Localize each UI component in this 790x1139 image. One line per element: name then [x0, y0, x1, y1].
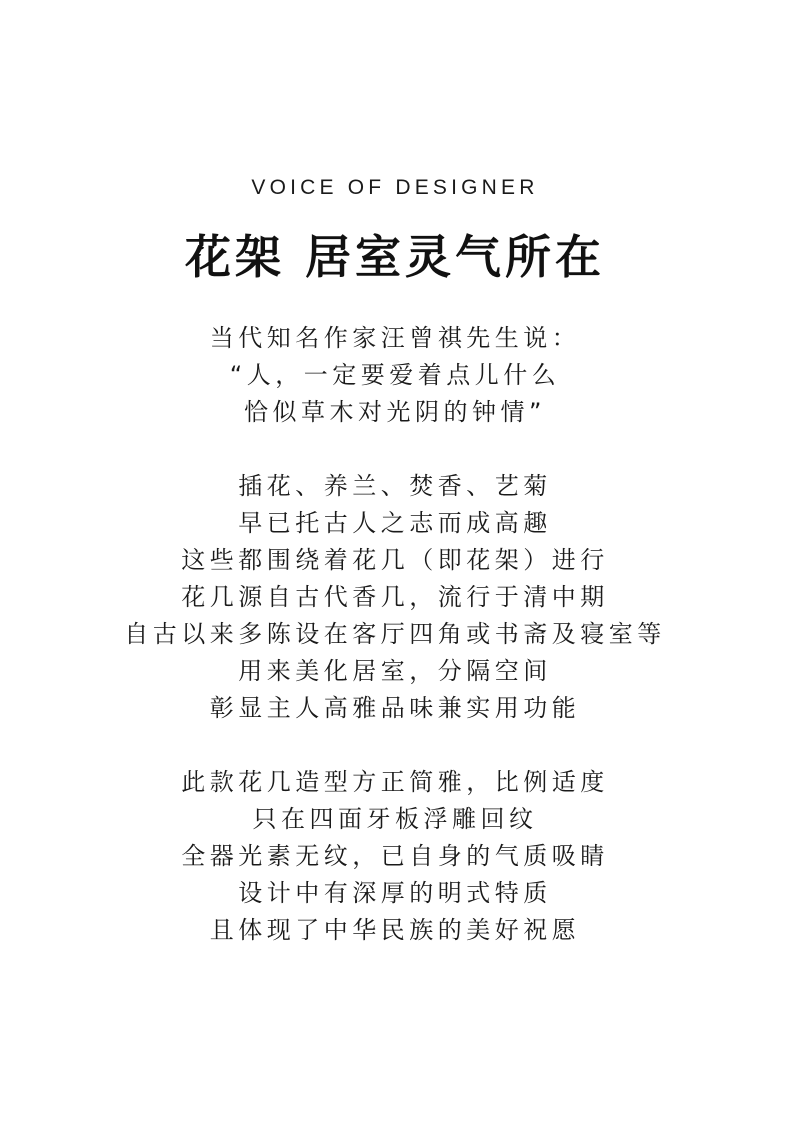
body-text [0, 320, 790, 986]
text-line: 这些都围绕着花几（即花架）进行 [181, 546, 609, 574]
text-line: 当代知名作家汪曾祺先生说： [209, 324, 581, 352]
text-line: 用来美化居室，分隔空间 [238, 657, 552, 685]
text-line: 且体现了中华民族的美好祝愿 [209, 916, 581, 944]
text-line: 设计中有深厚的明式特质 [238, 879, 552, 907]
stanza-history [0, 468, 790, 727]
text-line: 花几源自古代香几，流行于清中期 [181, 583, 609, 611]
section-eyebrow: VOICE OF DESIGNER [251, 176, 539, 199]
text-line: 只在四面牙板浮雕回纹 [252, 805, 538, 833]
text-line: 插花、养兰、焚香、艺菊 [238, 472, 552, 500]
stanza-design [0, 764, 790, 949]
page-title: 花架 居室灵气所在 [184, 230, 605, 284]
text-line: 此款花几造型方正简雅，比例适度 [181, 768, 609, 796]
stanza-quote [0, 320, 790, 431]
text-line: 自古以来多陈设在客厅四角或书斋及寝室等 [124, 620, 666, 648]
text-line: 恰似草木对光阴的钟情” [244, 398, 546, 426]
text-line: 彰显主人高雅品味兼实用功能 [209, 694, 581, 722]
text-line: 全器光素无纹，已自身的气质吸睛 [181, 842, 609, 870]
text-line: “人，一定要爱着点儿什么 [229, 361, 561, 389]
text-line: 早已托古人之志而成高趣 [238, 509, 552, 537]
